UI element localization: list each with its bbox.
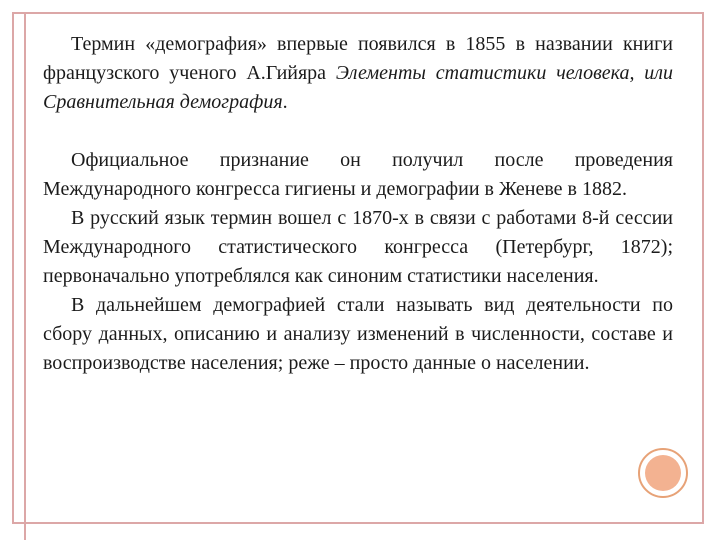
book-title: Элементы статистики человека, или Сравнительная демография [43, 62, 673, 113]
decorative-circle-fill [645, 455, 681, 491]
paragraph-1-part-3: . [282, 91, 288, 113]
paragraph-2: Официальное признание он получил после проведения Международного конгресса гигиены и демографии в Женеве в 1882. [43, 149, 673, 200]
paragraph-3: В русский язык термин вошел с 1870-х в связи с работами 8-й сессии Международного статистического конгресса (Петербург, 1872); первоначально употреблялся как синоним статистики населения. [43, 207, 673, 287]
decorative-circle [638, 448, 688, 498]
paragraph-1 [43, 30, 673, 117]
slide-body [43, 30, 673, 378]
paragraph-gap [43, 117, 673, 146]
paragraph-4: В дальнейшем демографией стали называть вид деятельности по сбору данных, описанию и анализу изменений в численности, составе и воспроизводстве населения; реже – просто данные о населении. [43, 294, 673, 374]
paragraph-1-part-1: Термин «демография» впервые появился в 1855 в названии книги французского ученого А.Гийяра [43, 33, 673, 84]
